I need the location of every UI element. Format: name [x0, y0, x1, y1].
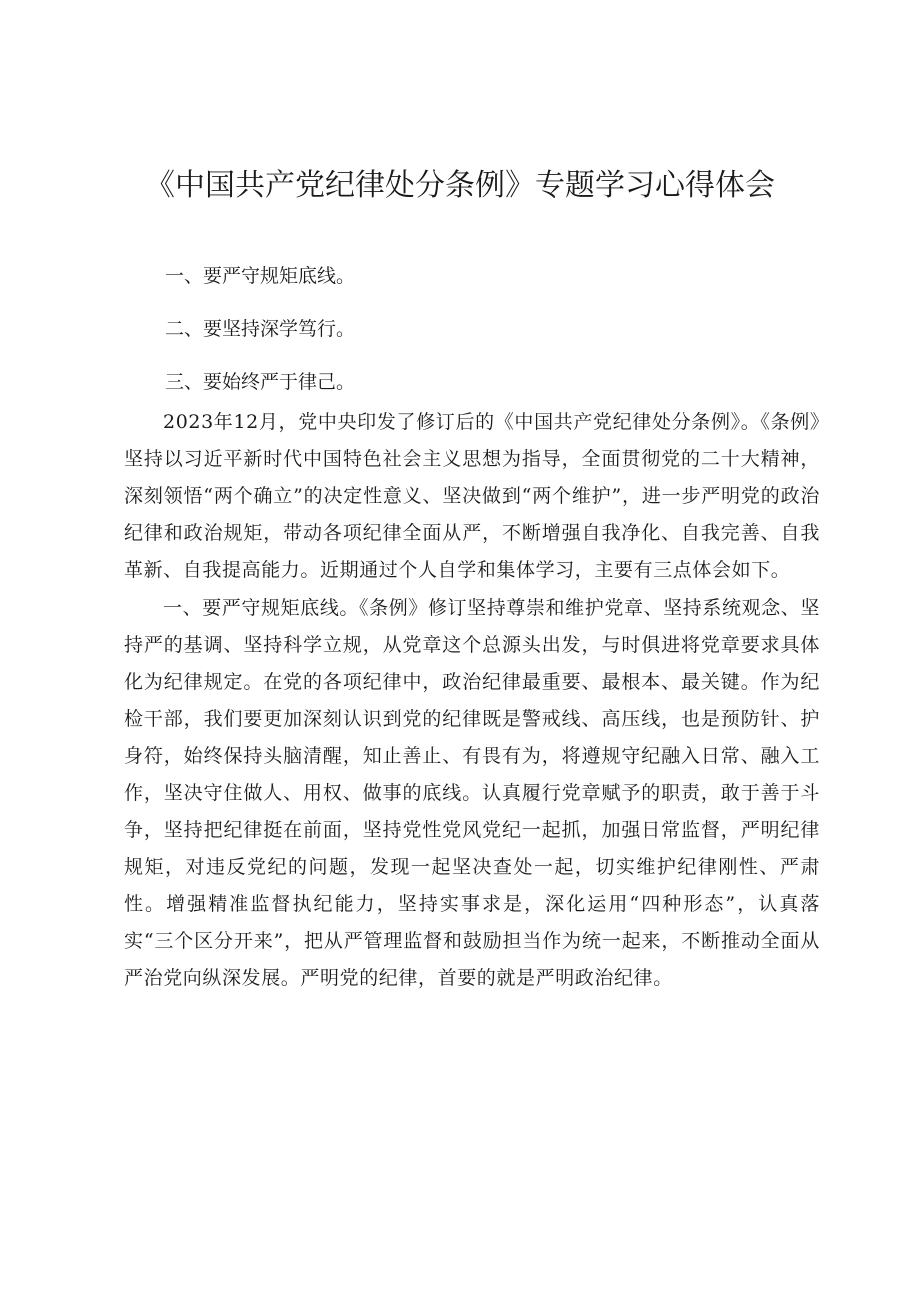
outline-item: 一、要严守规矩底线。: [165, 265, 356, 287]
paragraph-point-one: 一、要严守规矩底线。《条例》修订坚持尊崇和维护党章、坚持系统观念、坚持严的基调、坚持科学立规，从党章这个总源头出发，与时俱进将党章要求具体化为纪律规定。在党的各项纪律中，政治纪律最重要、最根本、最关键。作为纪检干部，我们要更加深刻认识到党的纪律既是警戒线、高压线，也是预防针、护身符，始终保持头脑清醒，知止善止、有畏有为，将遵规守纪融入日常、融入工作，坚决守住做人、用权、做事的底线。认真履行党章赋予的职责，敢于善于斗争，坚持把纪律挺在前面，坚持党性党风党纪一起抓，加强日常监督，严明纪律规矩，对违反党纪的问题，发现一起坚决查处一起，切实维护纪律刚性、严肃性。增强精准监督执纪能力，坚持实事求是，深化运用“四种形态”，认真落实“三个区分开来”，把从严管理监督和鼓励担当作为统一起来，不断推动全面从严治党向纵深发展。严明党的纪律，首要的就是严明政治纪律。: [124, 597, 820, 989]
outline-item: 三、要始终严于律己。: [165, 371, 356, 393]
document-title: 《中国共产党纪律处分条例》专题学习心得体会: [145, 168, 775, 203]
paragraph-intro: 2023年12月，党中央印发了修订后的《中国共产党纪律处分条例》。《条例》坚持以习近平新时代中国特色社会主义思想为指导，全面贯彻党的二十大精神，深刻领悟“两个确立”的决定性意义、坚决做到“两个维护”，进一步严明党的政治纪律和政治规矩，带动各项纪律全面从严，不断增强自我净化、自我完善、自我革新、自我提高能力。近期通过个人自学和集体学习，主要有三点体会如下。: [124, 411, 820, 581]
outline-list: [165, 262, 765, 421]
outline-item: 二、要坚持深学笃行。: [165, 318, 356, 340]
document-body: [124, 404, 820, 997]
